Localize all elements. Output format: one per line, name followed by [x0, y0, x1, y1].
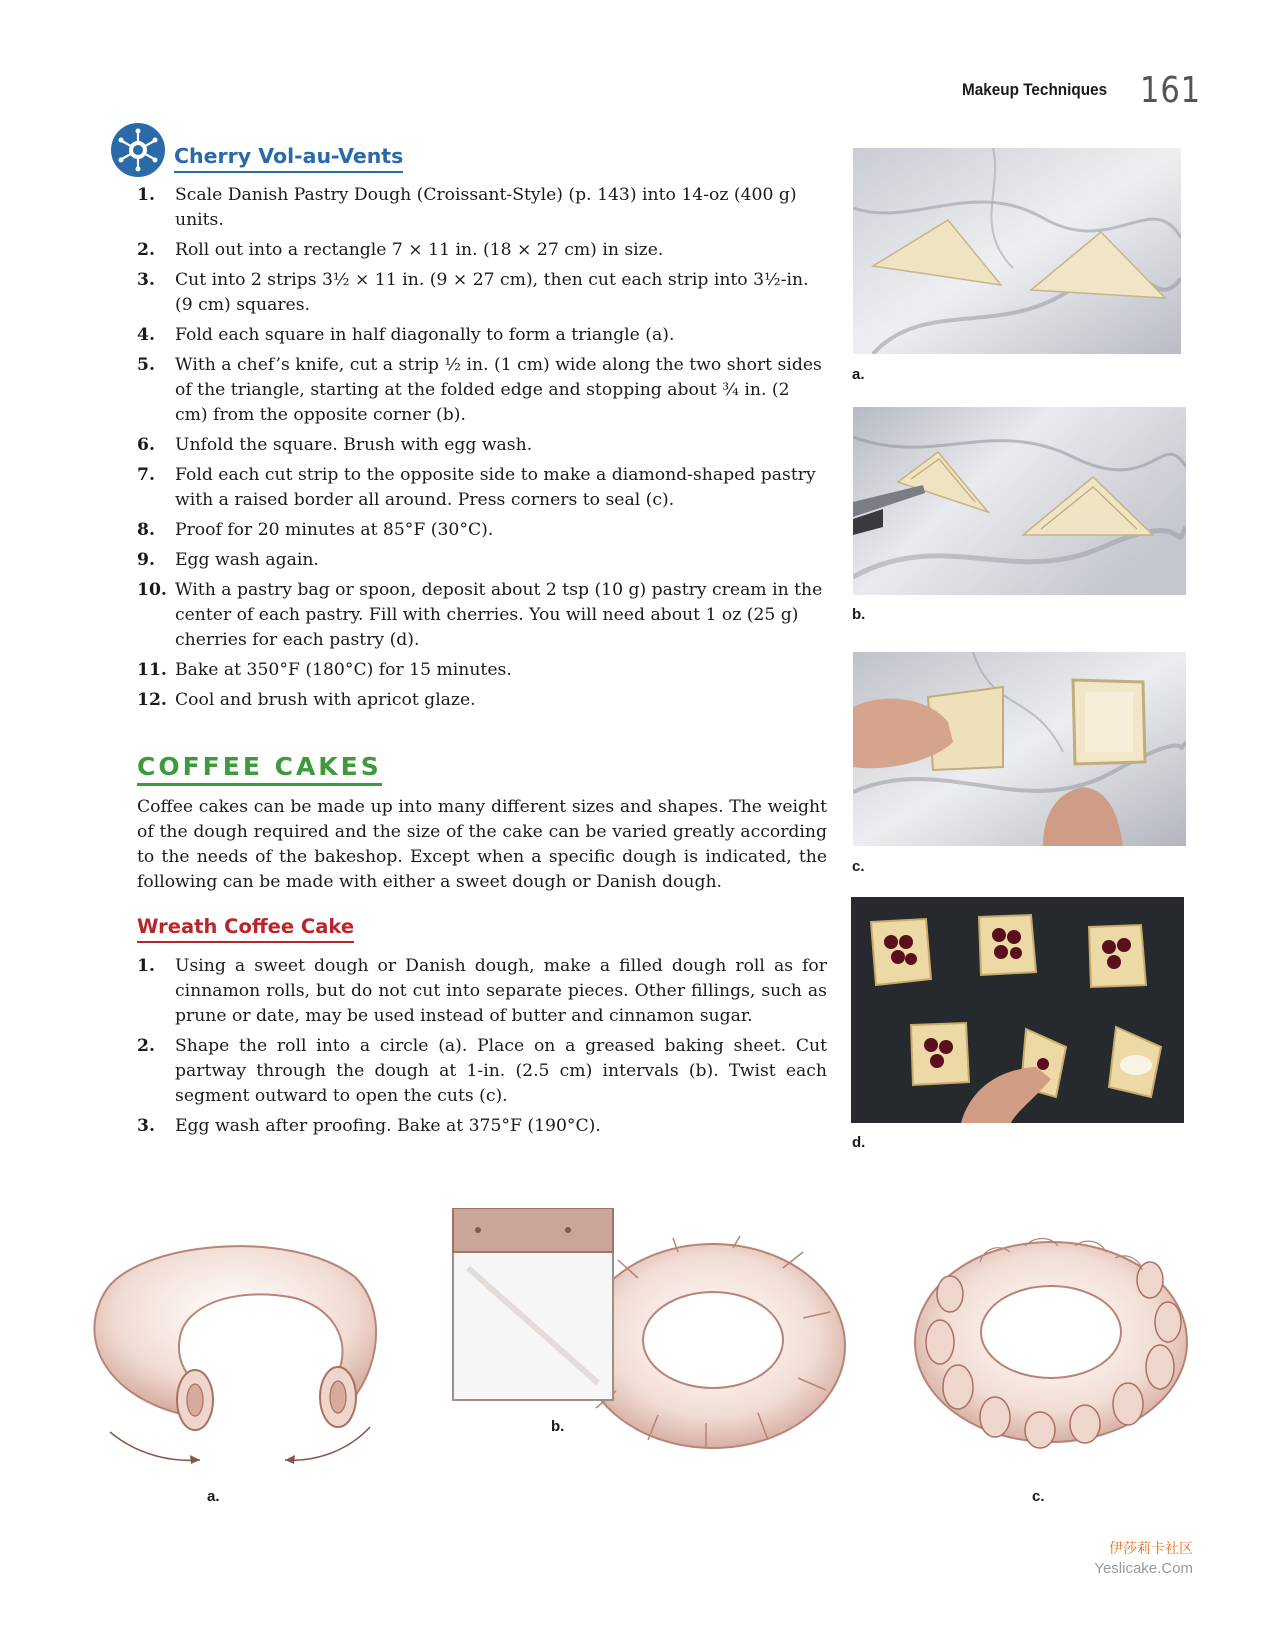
step-text: Fold each square in half diagonally to form a triangle (a).: [175, 325, 675, 345]
step-number: 2.: [137, 240, 155, 260]
step-number: 8.: [137, 520, 155, 540]
section-title-wreath-coffee-cake: Wreath Coffee Cake: [137, 915, 354, 943]
list-item: [137, 238, 827, 263]
step-text: Bake at 350°F (180°C) for 15 minutes.: [175, 660, 512, 680]
step-text: Fold each cut strip to the opposite side to make a diamond-shaped pastry with a raised border all around. Press corners to seal (c).: [175, 465, 816, 510]
list-item: [137, 1034, 827, 1109]
list-item: [137, 323, 827, 348]
step-number: 1.: [137, 956, 155, 976]
list-item: [137, 688, 827, 713]
photo-label-d: d.: [852, 1134, 866, 1151]
step-number: 9.: [137, 550, 155, 570]
step-text: Scale Danish Pastry Dough (Croissant-Style) (p. 143) into 14-oz (400 g) units.: [175, 185, 797, 230]
photo-cutting-strips: [853, 407, 1186, 595]
step-text: Proof for 20 minutes at 85°F (30°C).: [175, 520, 494, 540]
step-text: Shape the roll into a circle (a). Place on a greased baking sheet. Cut partway through the dough at 1-in. (2.5 cm) intervals (b). Twist each segment outward to open the cuts (c).: [175, 1036, 827, 1106]
drawing-roll-shaped-into-circle: [70, 1232, 390, 1482]
drawing-twisted-wreath: [910, 1232, 1192, 1452]
step-text: Cool and brush with apricot glaze.: [175, 690, 476, 710]
photo-label-c: c.: [852, 858, 865, 875]
step-number: 3.: [137, 270, 155, 290]
step-number: 5.: [137, 355, 155, 375]
photo-label-b: b.: [852, 606, 866, 623]
list-item: [137, 183, 827, 233]
step-number: 11.: [137, 660, 167, 680]
photo-folding-diamond: [853, 652, 1186, 846]
watermark-url: Yeslicake.Com: [1094, 1560, 1193, 1577]
step-text: Egg wash after proofing. Bake at 375°F (190°C).: [175, 1116, 601, 1136]
list-item: [137, 658, 827, 683]
list-item: [137, 954, 827, 1029]
drawing-label-a: a.: [207, 1488, 220, 1505]
school-logo-icon: [110, 122, 166, 178]
vol-au-vents-steps: [137, 183, 827, 718]
step-text: Roll out into a rectangle 7 × 11 in. (18 × 27 cm) in size.: [175, 240, 664, 260]
running-header-title: Makeup Techniques: [962, 80, 1108, 99]
step-text: Egg wash again.: [175, 550, 319, 570]
step-text: Cut into 2 strips 3½ × 11 in. (9 × 27 cm), then cut each strip into 3½-in. (9 cm) squares.: [175, 270, 809, 315]
coffee-cakes-intro: Coffee cakes can be made up into many different sizes and shapes. The weight of the dough required and the size of the cake can be varied greatly according to the needs of the bakeshop. Except when a specific dough is indicated, the following can be made with either a sweet dough or Danish dough.: [137, 797, 827, 892]
step-text: Unfold the square. Brush with egg wash.: [175, 435, 533, 455]
list-item: [137, 548, 827, 573]
photo-label-a: a.: [852, 366, 865, 383]
step-number: 7.: [137, 465, 155, 485]
list-item: [137, 463, 827, 513]
step-text: Using a sweet dough or Danish dough, make a filled dough roll as for cinnamon rolls, but do not cut into separate pieces. Other fillings, such as prune or date, may be used instead of butter and cinnamon sugar.: [175, 956, 827, 1026]
step-number: 3.: [137, 1116, 155, 1136]
drawing-cutting-ring: [448, 1208, 850, 1458]
step-number: 2.: [137, 1036, 155, 1056]
photo-folded-triangles: [853, 148, 1181, 354]
drawing-label-b: b.: [551, 1418, 565, 1435]
list-item: [137, 518, 827, 543]
step-text: With a pastry bag or spoon, deposit about 2 tsp (10 g) pastry cream in the center of each pastry. Fill with cherries. You will need about 1 oz (25 g) cherries for each pastry (d).: [175, 580, 823, 650]
list-item: [137, 433, 827, 458]
section-title-coffee-cakes: COFFEE CAKES: [137, 752, 382, 786]
list-item: [137, 1114, 827, 1139]
wreath-steps: [137, 954, 827, 1144]
list-item: [137, 268, 827, 318]
photo-filled-with-cherries: [851, 897, 1184, 1123]
drawing-label-c: c.: [1032, 1488, 1045, 1505]
step-number: 4.: [137, 325, 155, 345]
watermark-cn: 伊莎莉卡社区: [1109, 1541, 1193, 1557]
list-item: [137, 353, 827, 428]
step-number: 10.: [137, 580, 167, 600]
section-title-cherry-vol-au-vents: Cherry Vol-au-Vents: [174, 144, 403, 173]
page-number: 161: [1140, 70, 1201, 111]
step-number: 12.: [137, 690, 167, 710]
list-item: [137, 578, 827, 653]
step-number: 6.: [137, 435, 155, 455]
step-text: With a chef’s knife, cut a strip ½ in. (1 cm) wide along the two short sides of the triangle, starting at the folded edge and stopping about ¾ in. (2 cm) from the opposite corner (b).: [175, 355, 822, 425]
step-number: 1.: [137, 185, 155, 205]
